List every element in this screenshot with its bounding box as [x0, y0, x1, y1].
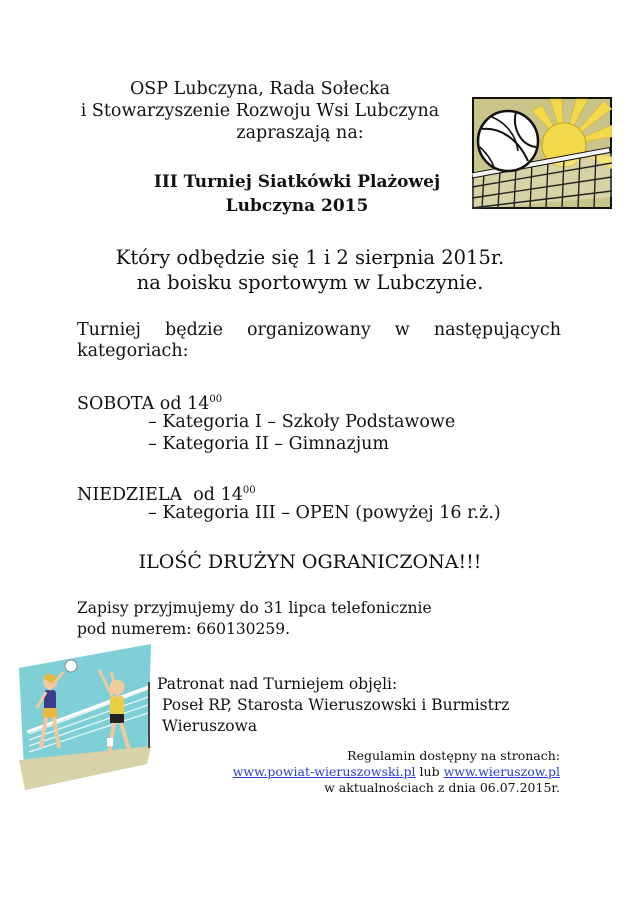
limit-notice: ILOŚĆ DRUŻYN OGRANICZONA!!!: [138, 551, 482, 573]
saturday-category-2: – Kategoria II – Gimnazjum: [148, 434, 389, 454]
rules-or-text: lub: [415, 764, 444, 779]
sunday-time-superscript: 00: [242, 485, 256, 496]
beach-volleyball-players-icon: [15, 642, 155, 792]
patronage-info: [157, 674, 509, 737]
patronage-line-2: Poseł RP, Starosta Wieruszowski i Burmistrz: [162, 696, 510, 714]
patronage-line-1: Patronat nad Turniejem objęli:: [157, 675, 398, 693]
saturday-category-1: – Kategoria I – Szkoły Podstawowe: [148, 412, 456, 432]
rules-info: [233, 748, 560, 796]
tournament-title: [60, 170, 534, 218]
organizers-line-2: i Stowarzyszenie Rozwoju Wsi Lubczyna: [80, 101, 440, 121]
dates-line-2: na boisku sportowym w Lubczynie.: [136, 271, 484, 294]
rules-links-line: [233, 764, 560, 780]
intro-line-1: Turniej będzie organizowany w następujących: [77, 320, 561, 340]
event-dates: [60, 245, 560, 295]
title-line-2: Lubczyna 2015: [225, 196, 369, 216]
registration-line-2: pod numerem: 660130259.: [77, 620, 291, 638]
organizers-line-1: OSP Lubczyna, Rada Sołecka: [129, 79, 391, 99]
sunday-label: NIEDZIELA od 14: [77, 485, 243, 505]
title-line-1: III Turniej Siatkówki Plażowej: [153, 172, 441, 192]
saturday-label: SOBOTA od 14: [77, 394, 210, 414]
saturday-time-superscript: 00: [209, 394, 223, 405]
dates-line-1: Który odbędzie się 1 i 2 sierpnia 2015r.: [115, 246, 505, 269]
intro-line-2: kategoriach:: [77, 341, 189, 361]
registration-line-1: Zapisy przyjmujemy do 31 lipca telefonicznie: [77, 599, 432, 617]
sunday-category-1: – Kategoria III – OPEN (powyżej 16 r.ż.): [148, 503, 501, 523]
rules-line-3: w aktualnościach z dnia 06.07.2015r.: [324, 780, 560, 795]
invite-line: zapraszają na:: [236, 123, 364, 143]
categories-intro: [77, 320, 561, 362]
wieruszow-link[interactable]: www.wieruszow.pl: [443, 764, 560, 779]
powiat-link[interactable]: www.powiat-wieruszowski.pl: [232, 764, 416, 779]
organizers-header: [60, 78, 460, 144]
patronage-line-3: Wieruszowa: [162, 717, 258, 735]
rules-line-1: Regulamin dostępny na stronach:: [347, 748, 560, 763]
registration-info: [77, 598, 432, 640]
